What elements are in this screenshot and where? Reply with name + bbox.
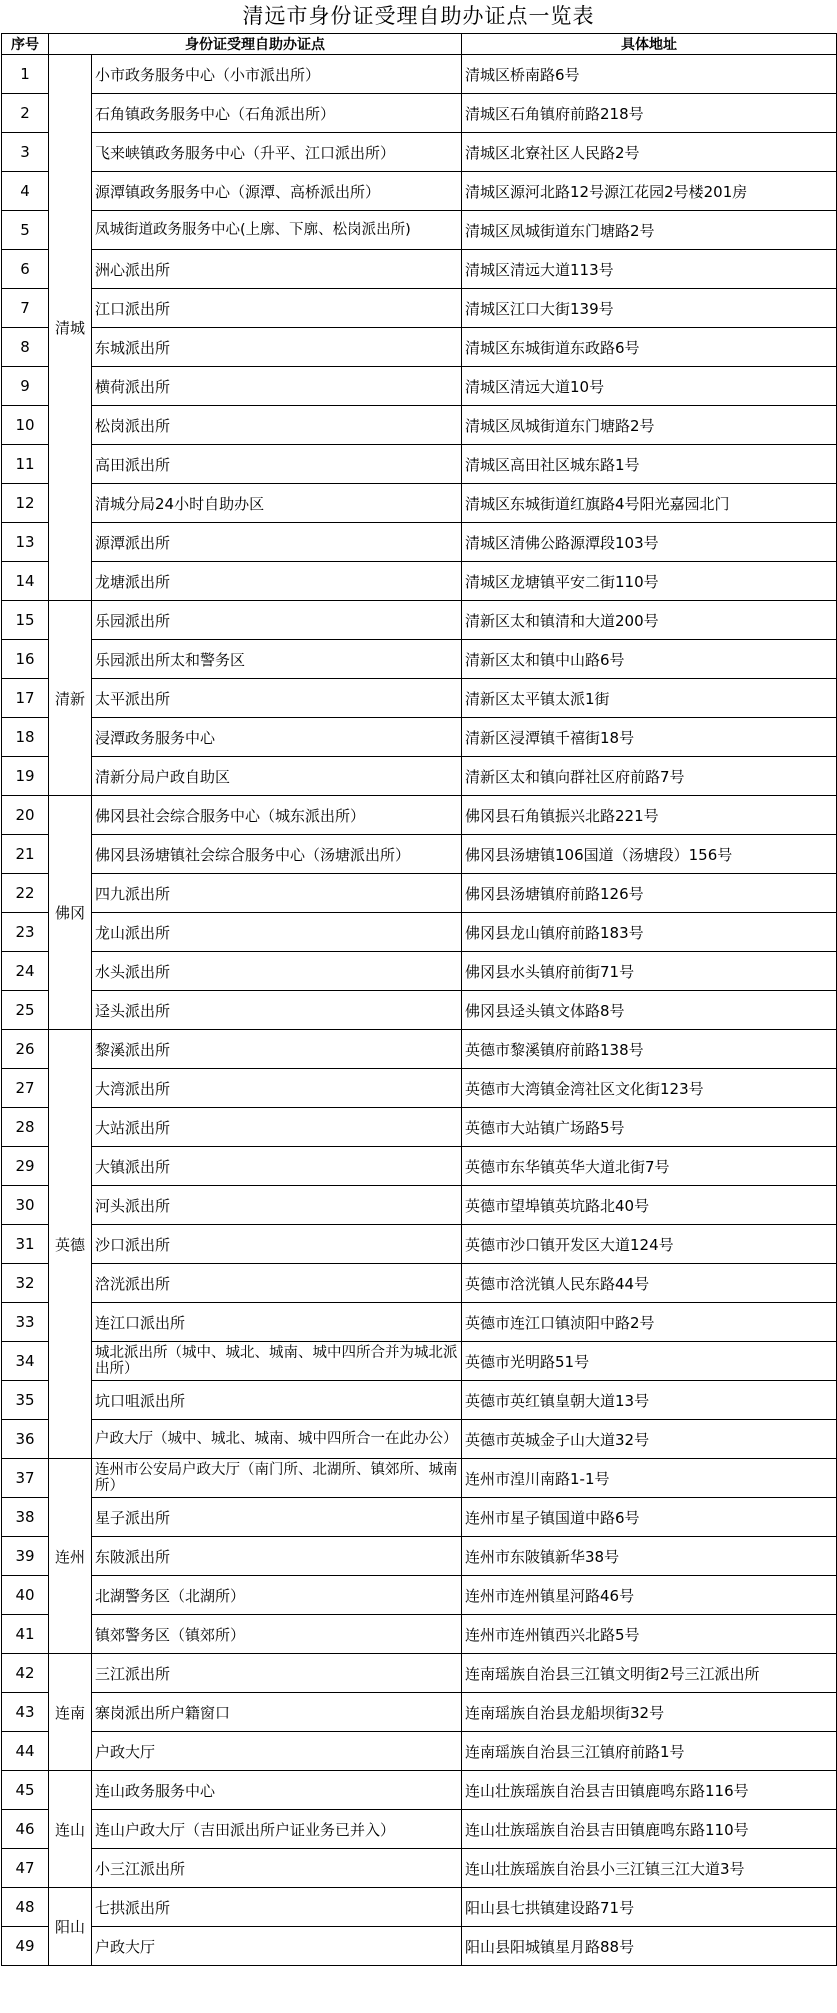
address-cell: 清城区石角镇府前路218号: [462, 94, 837, 133]
address-cell: 阳山县阳城镇星月路88号: [462, 1927, 837, 1966]
table-row: [2, 1147, 837, 1186]
site-cell: 沙口派出所: [92, 1225, 462, 1264]
address-cell: 清城区桥南路6号: [462, 55, 837, 94]
site-cell: 东城派出所: [92, 328, 462, 367]
site-cell: 东陂派出所: [92, 1537, 462, 1576]
site-cell: 横荷派出所: [92, 367, 462, 406]
site-cell: 迳头派出所: [92, 991, 462, 1030]
sites-table: [1, 33, 837, 1966]
address-cell: 清城区清远大道113号: [462, 250, 837, 289]
site-cell: 黎溪派出所: [92, 1030, 462, 1069]
site-cell: 大湾派出所: [92, 1069, 462, 1108]
address-cell: 清城区源河北路12号源江花园2号楼201房: [462, 172, 837, 211]
address-cell: 英德市大站镇广场路5号: [462, 1108, 837, 1147]
table-row: [2, 523, 837, 562]
header-address: 具体地址: [462, 34, 837, 55]
address-cell: 连山壮族瑶族自治县吉田镇鹿鸣东路110号: [462, 1810, 837, 1849]
table-row: [2, 1888, 837, 1927]
table-row: [2, 835, 837, 874]
header-seq: 序号: [2, 34, 49, 55]
address-cell: 英德市连江口镇浈阳中路2号: [462, 1303, 837, 1342]
table-row: [2, 562, 837, 601]
seq-cell: 6: [2, 250, 49, 289]
table-row: [2, 1030, 837, 1069]
address-cell: 佛冈县水头镇府前街71号: [462, 952, 837, 991]
seq-cell: 8: [2, 328, 49, 367]
table-row: [2, 1381, 837, 1420]
address-cell: 佛冈县石角镇振兴北路221号: [462, 796, 837, 835]
address-cell: 英德市英红镇皇朝大道13号: [462, 1381, 837, 1420]
seq-cell: 47: [2, 1849, 49, 1888]
address-cell: 连南瑶族自治县三江镇文明街2号三江派出所: [462, 1654, 837, 1693]
table-row: [2, 1498, 837, 1537]
address-cell: 清城区江口大街139号: [462, 289, 837, 328]
address-cell: 连州市连州镇星河路46号: [462, 1576, 837, 1615]
table-row: [2, 1849, 837, 1888]
site-cell: 河头派出所: [92, 1186, 462, 1225]
site-cell: 小市政务服务中心（小市派出所）: [92, 55, 462, 94]
table-row: [2, 1225, 837, 1264]
seq-cell: 12: [2, 484, 49, 523]
table-row: [2, 991, 837, 1030]
address-cell: 佛冈县迳头镇文体路8号: [462, 991, 837, 1030]
table-row: [2, 406, 837, 445]
address-cell: 清城区凤城街道东门塘路2号: [462, 211, 837, 250]
table-row: [2, 1264, 837, 1303]
table-row: [2, 1342, 837, 1381]
address-cell: 清城区凤城街道东门塘路2号: [462, 406, 837, 445]
table-row: [2, 289, 837, 328]
table-row: [2, 94, 837, 133]
site-cell: 户政大厅（城中、城北、城南、城中四所合一在此办公）: [92, 1420, 462, 1459]
seq-cell: 29: [2, 1147, 49, 1186]
site-cell: 连山政务服务中心: [92, 1771, 462, 1810]
seq-cell: 35: [2, 1381, 49, 1420]
seq-cell: 40: [2, 1576, 49, 1615]
seq-cell: 42: [2, 1654, 49, 1693]
table-row: [2, 874, 837, 913]
site-cell: 三江派出所: [92, 1654, 462, 1693]
table-row: [2, 1420, 837, 1459]
site-cell: 连州市公安局户政大厅（南门所、北湖所、镇郊所、城南所）: [92, 1459, 462, 1498]
seq-cell: 49: [2, 1927, 49, 1966]
table-row: [2, 1303, 837, 1342]
table-row: [2, 1537, 837, 1576]
site-cell: 连山户政大厅（吉田派出所户证业务已并入）: [92, 1810, 462, 1849]
seq-cell: 36: [2, 1420, 49, 1459]
site-cell: 四九派出所: [92, 874, 462, 913]
site-cell: 飞来峡镇政务服务中心（升平、江口派出所）: [92, 133, 462, 172]
seq-cell: 10: [2, 406, 49, 445]
address-cell: 清新区太和镇向群社区府前路7号: [462, 757, 837, 796]
seq-cell: 11: [2, 445, 49, 484]
table-row: [2, 445, 837, 484]
seq-cell: 15: [2, 601, 49, 640]
site-cell: 北湖警务区（北湖所）: [92, 1576, 462, 1615]
site-cell: 洲心派出所: [92, 250, 462, 289]
site-cell: 七拱派出所: [92, 1888, 462, 1927]
address-cell: 连州市星子镇国道中路6号: [462, 1498, 837, 1537]
seq-cell: 30: [2, 1186, 49, 1225]
address-cell: 佛冈县汤塘镇府前路126号: [462, 874, 837, 913]
address-cell: 清新区太平镇太派1街: [462, 679, 837, 718]
site-cell: 源潭镇政务服务中心（源潭、高桥派出所）: [92, 172, 462, 211]
site-cell: 松岗派出所: [92, 406, 462, 445]
table-row: [2, 796, 837, 835]
table-row: [2, 367, 837, 406]
address-cell: 清城区东城街道红旗路4号阳光嘉园北门: [462, 484, 837, 523]
seq-cell: 26: [2, 1030, 49, 1069]
seq-cell: 28: [2, 1108, 49, 1147]
site-cell: 户政大厅: [92, 1927, 462, 1966]
seq-cell: 39: [2, 1537, 49, 1576]
table-header-row: [2, 34, 837, 55]
site-cell: 佛冈县汤塘镇社会综合服务中心（汤塘派出所）: [92, 835, 462, 874]
site-cell: 浸潭政务服务中心: [92, 718, 462, 757]
seq-cell: 25: [2, 991, 49, 1030]
table-row: [2, 601, 837, 640]
address-cell: 佛冈县龙山镇府前路183号: [462, 913, 837, 952]
address-cell: 英德市大湾镇金湾社区文化街123号: [462, 1069, 837, 1108]
table-row: [2, 952, 837, 991]
site-cell: 凤城街道政务服务中心(上廓、下廓、松岗派出所): [92, 211, 462, 250]
table-row: [2, 172, 837, 211]
region-cell: 清城: [49, 55, 92, 601]
seq-cell: 46: [2, 1810, 49, 1849]
table-row: [2, 55, 837, 94]
site-cell: 龙塘派出所: [92, 562, 462, 601]
seq-cell: 48: [2, 1888, 49, 1927]
seq-cell: 45: [2, 1771, 49, 1810]
address-cell: 连南瑶族自治县三江镇府前路1号: [462, 1732, 837, 1771]
address-cell: 清新区浸潭镇千禧街18号: [462, 718, 837, 757]
site-cell: 水头派出所: [92, 952, 462, 991]
address-cell: 连州市连州镇西兴北路5号: [462, 1615, 837, 1654]
seq-cell: 38: [2, 1498, 49, 1537]
address-cell: 连州市东陂镇新华38号: [462, 1537, 837, 1576]
seq-cell: 5: [2, 211, 49, 250]
address-cell: 英德市浛洸镇人民东路44号: [462, 1264, 837, 1303]
site-cell: 清新分局户政自助区: [92, 757, 462, 796]
seq-cell: 19: [2, 757, 49, 796]
site-cell: 高田派出所: [92, 445, 462, 484]
seq-cell: 33: [2, 1303, 49, 1342]
seq-cell: 20: [2, 796, 49, 835]
table-row: [2, 484, 837, 523]
seq-cell: 18: [2, 718, 49, 757]
table-row: [2, 211, 837, 250]
seq-cell: 1: [2, 55, 49, 94]
site-cell: 源潭派出所: [92, 523, 462, 562]
address-cell: 英德市东华镇英华大道北街7号: [462, 1147, 837, 1186]
table-row: [2, 1186, 837, 1225]
seq-cell: 31: [2, 1225, 49, 1264]
site-cell: 龙山派出所: [92, 913, 462, 952]
table-row: [2, 913, 837, 952]
address-cell: 连南瑶族自治县龙船坝街32号: [462, 1693, 837, 1732]
address-cell: 连山壮族瑶族自治县小三江镇三江大道3号: [462, 1849, 837, 1888]
seq-cell: 41: [2, 1615, 49, 1654]
region-cell: 佛冈: [49, 796, 92, 1030]
seq-cell: 37: [2, 1459, 49, 1498]
site-cell: 星子派出所: [92, 1498, 462, 1537]
site-cell: 镇郊警务区（镇郊所）: [92, 1615, 462, 1654]
table-row: [2, 1693, 837, 1732]
site-cell: 乐园派出所: [92, 601, 462, 640]
seq-cell: 34: [2, 1342, 49, 1381]
address-cell: 清城区清远大道10号: [462, 367, 837, 406]
table-row: [2, 640, 837, 679]
seq-cell: 43: [2, 1693, 49, 1732]
site-cell: 户政大厅: [92, 1732, 462, 1771]
table-row: [2, 1771, 837, 1810]
seq-cell: 32: [2, 1264, 49, 1303]
table-row: [2, 1459, 837, 1498]
table-row: [2, 1615, 837, 1654]
site-cell: 佛冈县社会综合服务中心（城东派出所）: [92, 796, 462, 835]
seq-cell: 24: [2, 952, 49, 991]
seq-cell: 17: [2, 679, 49, 718]
region-cell: 连南: [49, 1654, 92, 1771]
site-cell: 乐园派出所太和警务区: [92, 640, 462, 679]
site-cell: 太平派出所: [92, 679, 462, 718]
header-site: 身份证受理自助办证点: [49, 34, 462, 55]
address-cell: 阳山县七拱镇建设路71号: [462, 1888, 837, 1927]
site-cell: 寨岗派出所户籍窗口: [92, 1693, 462, 1732]
table-row: [2, 1069, 837, 1108]
site-cell: 大镇派出所: [92, 1147, 462, 1186]
table-row: [2, 1108, 837, 1147]
site-cell: 坑口咀派出所: [92, 1381, 462, 1420]
table-row: [2, 679, 837, 718]
table-row: [2, 1927, 837, 1966]
address-cell: 连州市湟川南路1-1号: [462, 1459, 837, 1498]
region-cell: 清新: [49, 601, 92, 796]
seq-cell: 13: [2, 523, 49, 562]
address-cell: 英德市望埠镇英坑路北40号: [462, 1186, 837, 1225]
site-cell: 浛洸派出所: [92, 1264, 462, 1303]
region-cell: 连州: [49, 1459, 92, 1654]
address-cell: 清新区太和镇清和大道200号: [462, 601, 837, 640]
table-row: [2, 1732, 837, 1771]
region-cell: 阳山: [49, 1888, 92, 1966]
seq-cell: 7: [2, 289, 49, 328]
table-row: [2, 1576, 837, 1615]
seq-cell: 3: [2, 133, 49, 172]
seq-cell: 21: [2, 835, 49, 874]
site-cell: 连江口派出所: [92, 1303, 462, 1342]
seq-cell: 4: [2, 172, 49, 211]
site-cell: 小三江派出所: [92, 1849, 462, 1888]
seq-cell: 9: [2, 367, 49, 406]
address-cell: 清城区北寮社区人民路2号: [462, 133, 837, 172]
table-row: [2, 718, 837, 757]
seq-cell: 14: [2, 562, 49, 601]
site-cell: 清城分局24小时自助办区: [92, 484, 462, 523]
table-row: [2, 757, 837, 796]
address-cell: 清城区东城街道东政路6号: [462, 328, 837, 367]
region-cell: 连山: [49, 1771, 92, 1888]
seq-cell: 44: [2, 1732, 49, 1771]
page-title: 清远市身份证受理自助办证点一览表: [242, 4, 595, 28]
address-cell: 英德市沙口镇开发区大道124号: [462, 1225, 837, 1264]
site-cell: 江口派出所: [92, 289, 462, 328]
address-cell: 清城区龙塘镇平安二街110号: [462, 562, 837, 601]
table-row: [2, 328, 837, 367]
address-cell: 清新区太和镇中山路6号: [462, 640, 837, 679]
seq-cell: 16: [2, 640, 49, 679]
table-row: [2, 133, 837, 172]
table-row: [2, 1654, 837, 1693]
address-cell: 连山壮族瑶族自治县吉田镇鹿鸣东路116号: [462, 1771, 837, 1810]
seq-cell: 2: [2, 94, 49, 133]
address-cell: 英德市英城金子山大道32号: [462, 1420, 837, 1459]
seq-cell: 27: [2, 1069, 49, 1108]
site-cell: 大站派出所: [92, 1108, 462, 1147]
address-cell: 清城区高田社区城东路1号: [462, 445, 837, 484]
site-cell: 石角镇政务服务中心（石角派出所）: [92, 94, 462, 133]
site-cell: 城北派出所（城中、城北、城南、城中四所合并为城北派出所）: [92, 1342, 462, 1381]
seq-cell: 23: [2, 913, 49, 952]
address-cell: 英德市光明路51号: [462, 1342, 837, 1381]
address-cell: 清城区清佛公路源潭段103号: [462, 523, 837, 562]
seq-cell: 22: [2, 874, 49, 913]
table-row: [2, 250, 837, 289]
address-cell: 佛冈县汤塘镇106国道（汤塘段）156号: [462, 835, 837, 874]
address-cell: 英德市黎溪镇府前路138号: [462, 1030, 837, 1069]
table-row: [2, 1810, 837, 1849]
region-cell: 英德: [49, 1030, 92, 1459]
